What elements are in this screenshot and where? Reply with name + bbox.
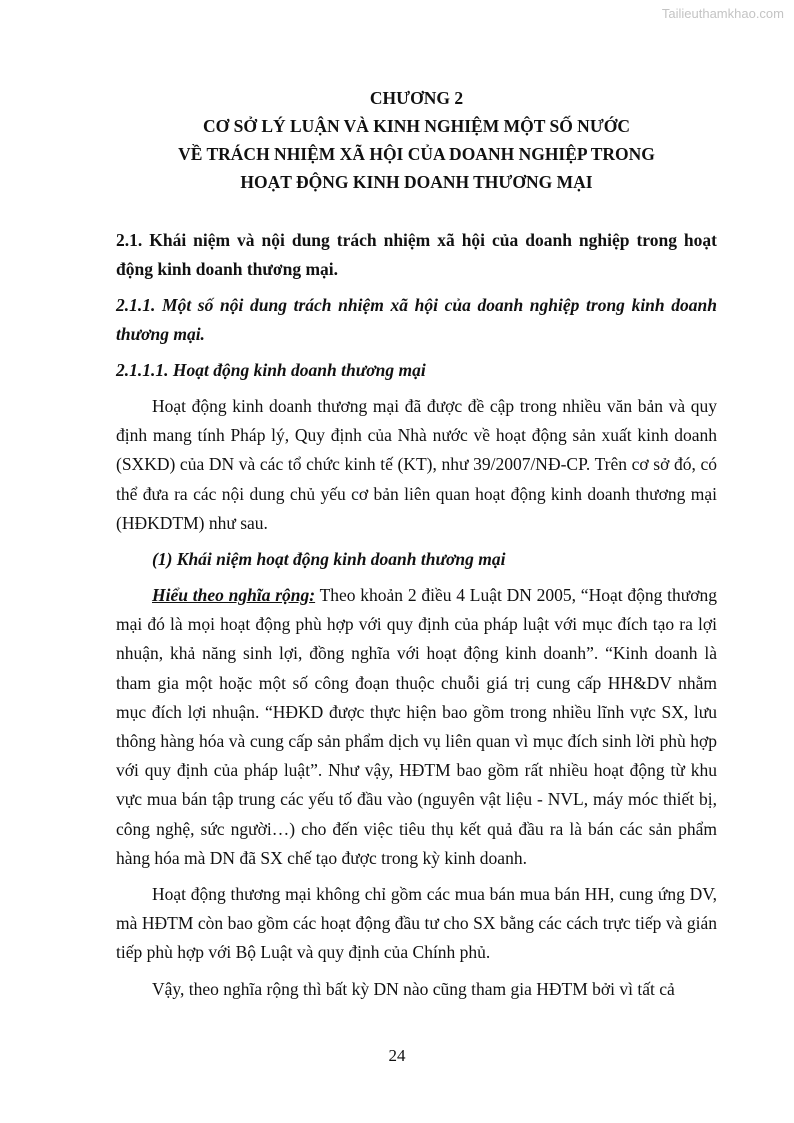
chapter-title-line-1: CƠ SỞ LÝ LUẬN VÀ KINH NGHIỆM MỘT SỐ NƯỚC bbox=[202, 116, 630, 136]
paragraph-conclusion: Vậy, theo nghĩa rộng thì bất kỳ DN nào cũng tham gia HĐTM bởi vì tất cả bbox=[152, 978, 675, 999]
section-heading-2-1-1: 2.1.1. Một số nội dung trách nhiệm xã hội của doanh nghiệp trong kinh doanh thương mại. bbox=[116, 295, 717, 344]
chapter-title-line-3: HOẠT ĐỘNG KINH DOANH THƯƠNG MẠI bbox=[240, 172, 593, 192]
subheading-definition: (1) Khái niệm hoạt động kinh doanh thương mại bbox=[152, 549, 506, 570]
broad-sense-text: Theo khoản 2 điều 4 Luật DN 2005, “Hoạt động thương mại đó là mọi hoạt động phù hợp với quy định của pháp luật với mục đích tạo ra lợi nhuận, khả năng sinh lợi, đồng nghĩa với hoạt động kinh doanh”. “Kinh doanh là tham gia một hoặc một số công đoạn thuộc chuỗi giá trị cung cấp HH&DV nhằm mục đích lợi nhuận. “HĐKD được thực hiện bao gồm trong nhiều lĩnh vực SX, lưu thông hàng hóa và cung cấp sản phẩm dịch vụ liên quan vì mục đích sinh lời phù hợp với quy định của pháp luật”. Như vậy, HĐTM bao gồm rất nhiều hoạt động từ khu vực mua bán tập trung các yếu tố đầu vào (nguyên vật liệu - NVL, máy móc thiết bị, công nghệ, sức người…) cho đến việc tiêu thụ kết quả đầu ra là bán các sản phẩm hàng hóa mà DN đã SX chế tạo được trong kỳ kinh doanh. bbox=[116, 585, 717, 868]
section-heading-2-1: 2.1. Khái niệm và nội dung trách nhiệm xã hội của doanh nghiệp trong hoạt động kinh doanh thương mại. bbox=[116, 230, 717, 279]
chapter-heading bbox=[116, 84, 717, 196]
section-heading-2-1-1-1: 2.1.1.1. Hoạt động kinh doanh thương mại bbox=[116, 360, 426, 380]
chapter-title-line-2: VỀ TRÁCH NHIỆM XÃ HỘI CỦA DOANH NGHIỆP TRONG bbox=[178, 144, 655, 164]
paragraph-broad-sense bbox=[116, 581, 717, 873]
paragraph-trade-activities: Hoạt động thương mại không chỉ gồm các mua bán mua bán HH, cung ứng DV, mà HĐTM còn bao gồm các hoạt động đầu tư cho SX bằng các cách trực tiếp và gián tiếp phù hợp với Bộ Luật và quy định của Chính phủ. bbox=[116, 884, 717, 963]
chapter-number: CHƯƠNG 2 bbox=[369, 88, 464, 108]
watermark: Tailieuthamkhao.com bbox=[661, 6, 784, 21]
paragraph-intro: Hoạt động kinh doanh thương mại đã được đề cập trong nhiều văn bản và quy định mang tính Pháp lý, Quy định của Nhà nước về hoạt động sản xuất kinh doanh (SXKD) của DN và các tổ chức kinh tế (KT), như 39/2007/NĐ-CP. Trên cơ sở đó, có thể đưa ra các nội dung chủ yếu cơ bản liên quan hoạt động kinh doanh thương mại (HĐKDTM) như sau. bbox=[116, 396, 717, 533]
document-page bbox=[116, 84, 717, 1004]
broad-sense-lead: Hiểu theo nghĩa rộng: bbox=[152, 585, 316, 606]
page-number: 24 bbox=[388, 1046, 406, 1065]
